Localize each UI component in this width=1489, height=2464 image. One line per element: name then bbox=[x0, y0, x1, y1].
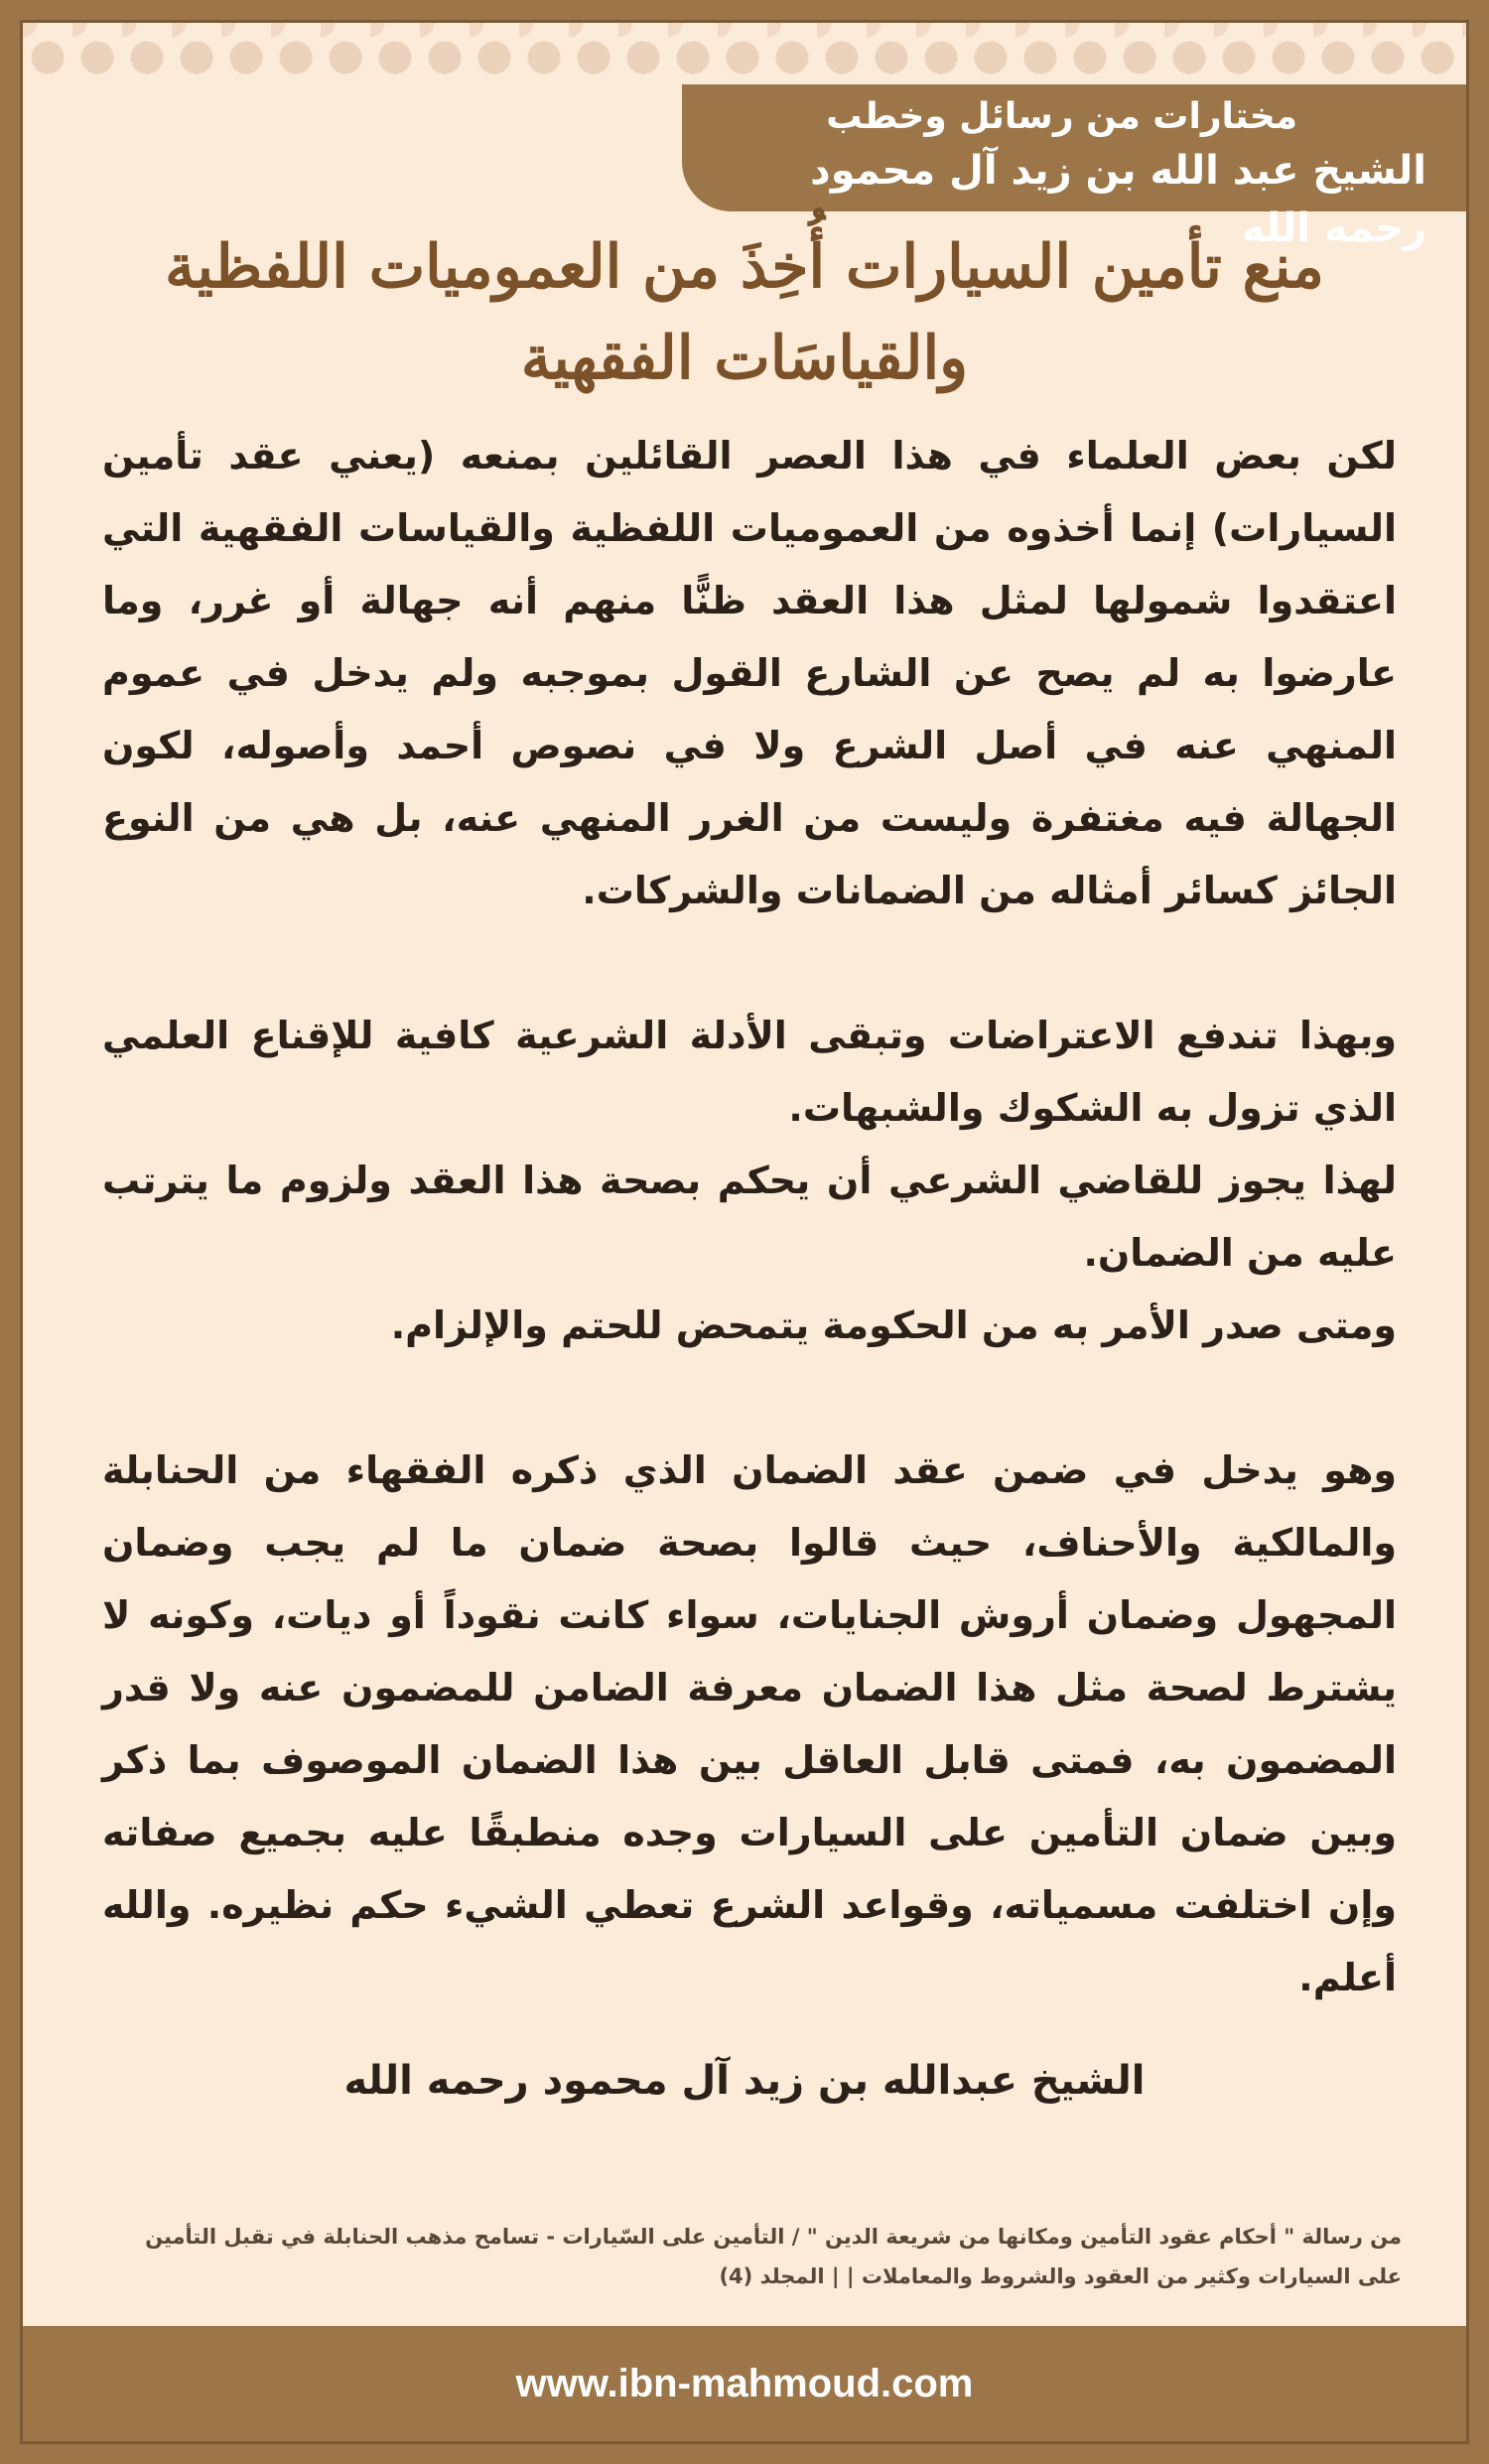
source-reference bbox=[82, 2217, 1402, 2296]
paragraph-5: وهو يدخل في ضمن عقد الضمان الذي ذكره الفقهاء من الحنابلة والمالكية والأحناف، حيث قالوا بصحة ضمان ما لم يجب وضمان المجهول وضمان أروش الجنايات، سواء كانت نقوداً أو ديات، وكونه لا يشترط لصحة مثل هذا الضمان معرفة الضامن للمضمون عنه ولا قدر المضمون به، فمتى قابل العاقل بين هذا الضمان الموصوف بما ذكر وبين ضمان التأمين على السيارات وجده منطبقًا عليه بجميع صفاته وإن اختلفت مسمياته، وقواعد الشرع تعطي الشيء حكم نظيره. والله أعلم. bbox=[102, 1448, 1397, 1999]
paragraph-1: لكن بعض العلماء في هذا العصر القائلين بمنعه (يعني عقد تأمين السيارات) إنما أخذوه من العموميات اللفظية والقياسات الفقهية التي اعتقدوا شمولها لمثل هذا العقد ظنًّا منهم أنه جهالة أو غرر، وما عارضوا به لم يصح عن الشارع القول بموجبه ولم يدخل في عموم المنهي عنه في أصل الشرع ولا في نصوص أحمد وأصوله، لكون الجهالة فيه مغتفرة وليست من الغرر المنهي عنه، بل هي من النوع الجائز كسائر أمثاله من الضمانات والشركات. bbox=[102, 434, 1397, 912]
reference-line-2: على السيارات وكثير من العقود والشروط والمعاملات | | المجلد (4) bbox=[719, 2264, 1402, 2288]
header-subtitle: مختارات من رسائل وخطب bbox=[826, 96, 1297, 137]
page-title bbox=[63, 221, 1426, 404]
page-frame bbox=[20, 20, 1469, 2444]
article-body bbox=[102, 420, 1397, 2014]
signature: الشيخ عبدالله بن زيد آل محمود رحمه الله bbox=[343, 2058, 1146, 2104]
header-band bbox=[682, 84, 1466, 251]
paragraph-2: وبهذا تندفع الاعتراضات وتبقى الأدلة الشرعية كافية للإقناع العلمي الذي تزول به الشكوك والشبهات. bbox=[102, 1014, 1397, 1130]
header-author: الشيخ عبد الله بن زيد آل محمود رحمه الله bbox=[810, 148, 1426, 251]
footer-band bbox=[23, 2326, 1466, 2441]
paragraph-3: لهذا يجوز للقاضي الشرعي أن يحكم بصحة هذا العقد ولزوم ما يترتب عليه من الضمان. bbox=[102, 1159, 1397, 1275]
paragraph-gap bbox=[102, 1362, 1397, 1435]
paragraph-4: ومتى صدر الأمر به من الحكومة يتمحض للحتم والإلزام. bbox=[390, 1303, 1397, 1347]
title-line-1: منع تأمين السيارات أُخِذَ من العموميات اللفظية bbox=[165, 232, 1324, 302]
reference-line-1: من رسالة " أحكام عقود التأمين ومكانها من شريعة الدين " / التأمين على السّيارات - تسامح مذهب الحنابلة في تقبل التأمين bbox=[145, 2225, 1402, 2249]
paragraph-gap bbox=[102, 927, 1397, 1000]
website-link[interactable]: www.ibn-mahmoud.com bbox=[515, 2362, 974, 2405]
title-line-2: والقياسَات الفقهية bbox=[520, 324, 969, 393]
decorative-pattern bbox=[23, 23, 1466, 92]
